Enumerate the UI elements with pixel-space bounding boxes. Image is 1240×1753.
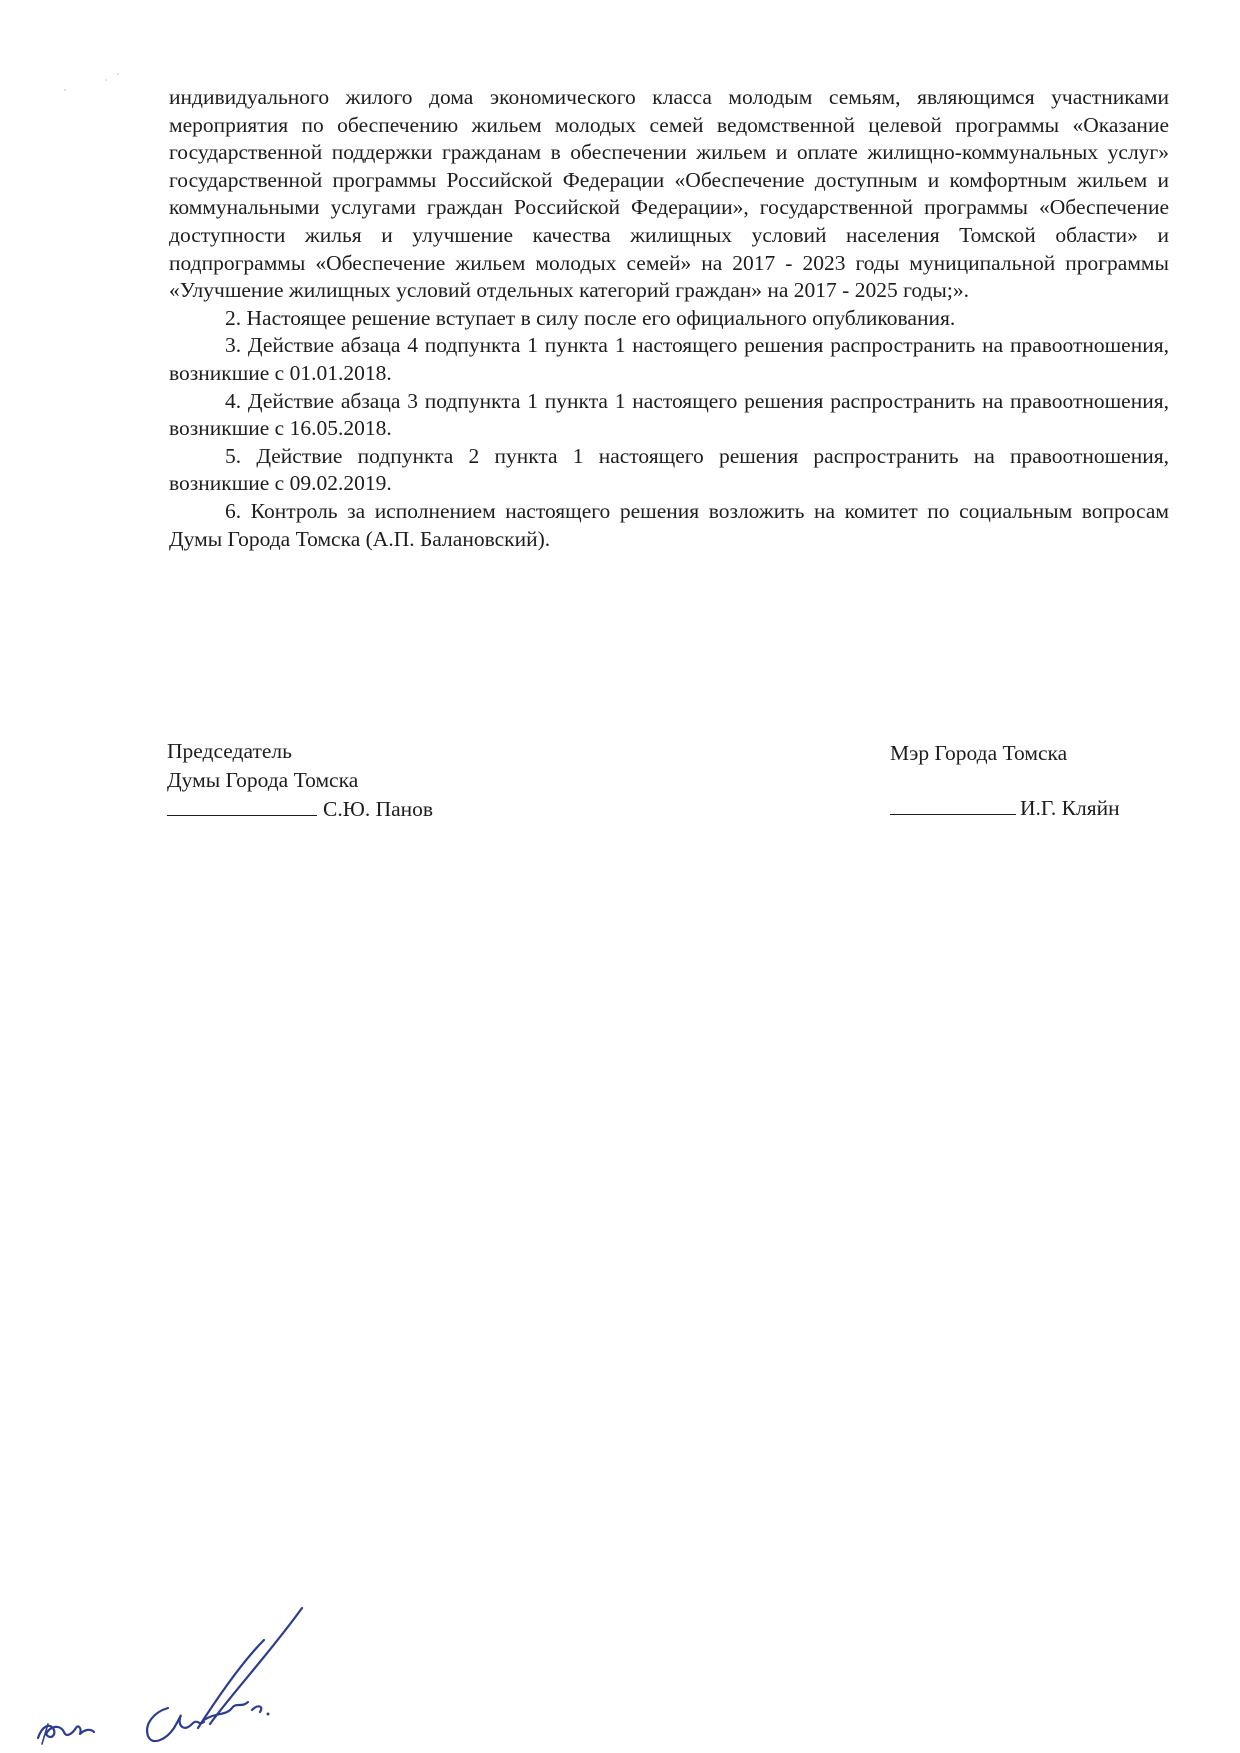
mayor-name: И.Г. Кляйн xyxy=(1020,796,1120,820)
signature-line xyxy=(890,813,1016,815)
document-body xyxy=(169,84,1169,553)
paragraph-continuation: индивидуального жилого дома экономического класса молодым семьям, являющимся участниками мероприятия по обеспечению жильем молодых семей ведомственной целевой программы «Оказание государственной поддержки гражданам в обеспечении жильем и оплате жилищно-коммунальных услуг» государственной программы Российской Федерации «Обеспечение доступным и комфортным жильем и коммунальными услугами граждан Российской Федерации», государственной программы «Обеспечение доступности жилья и улучшение качества жилищных условий населения Томской области» и подпрограммы «Обеспечение жильем молодых семей» на 2017 - 2023 годы муниципальной программы «Улучшение жилищных условий отдельных категорий граждан» на 2017 - 2025 годы;». xyxy=(169,85,1169,303)
scan-artifact-marks xyxy=(60,70,120,100)
chairman-name: С.Ю. Панов xyxy=(323,797,434,821)
mayor-title: Мэр Города Томска xyxy=(890,741,1068,765)
signature-line xyxy=(167,814,317,816)
paragraph-item-6: 6. Контроль за исполнением настоящего решения возложить на комитет по социальным вопросам Думы Города Томска (А.П. Балановский). xyxy=(169,498,1169,551)
chairman-title: Председатель xyxy=(167,739,292,763)
signature-block-chairman xyxy=(167,737,527,824)
paragraph-item-2: 2. Настоящее решение вступает в силу после его официального опубликования. xyxy=(225,305,956,330)
paragraph-item-3: 3. Действие абзаца 4 подпункта 1 пункта 1 настоящего решения распространить на правоотношения, возникшие с 01.01.2018. xyxy=(169,333,1169,385)
chairman-signature-row xyxy=(167,795,527,824)
mayor-signature-row xyxy=(890,794,1210,823)
signature-block-mayor xyxy=(890,739,1210,823)
paragraph-item-5: 5. Действие подпункта 2 пункта 1 настоящего решения распространить на правоотношения, возникшие с 09.02.2019. xyxy=(169,443,1169,496)
paragraph-item-4: 4. Действие абзаца 3 подпункта 1 пункта 1 настоящего решения распространить на правоотношения, возникшие с 16.05.2018. xyxy=(169,388,1169,441)
handwritten-signature-mark xyxy=(20,1600,320,1750)
chairman-organization: Думы Города Томска xyxy=(167,768,359,792)
